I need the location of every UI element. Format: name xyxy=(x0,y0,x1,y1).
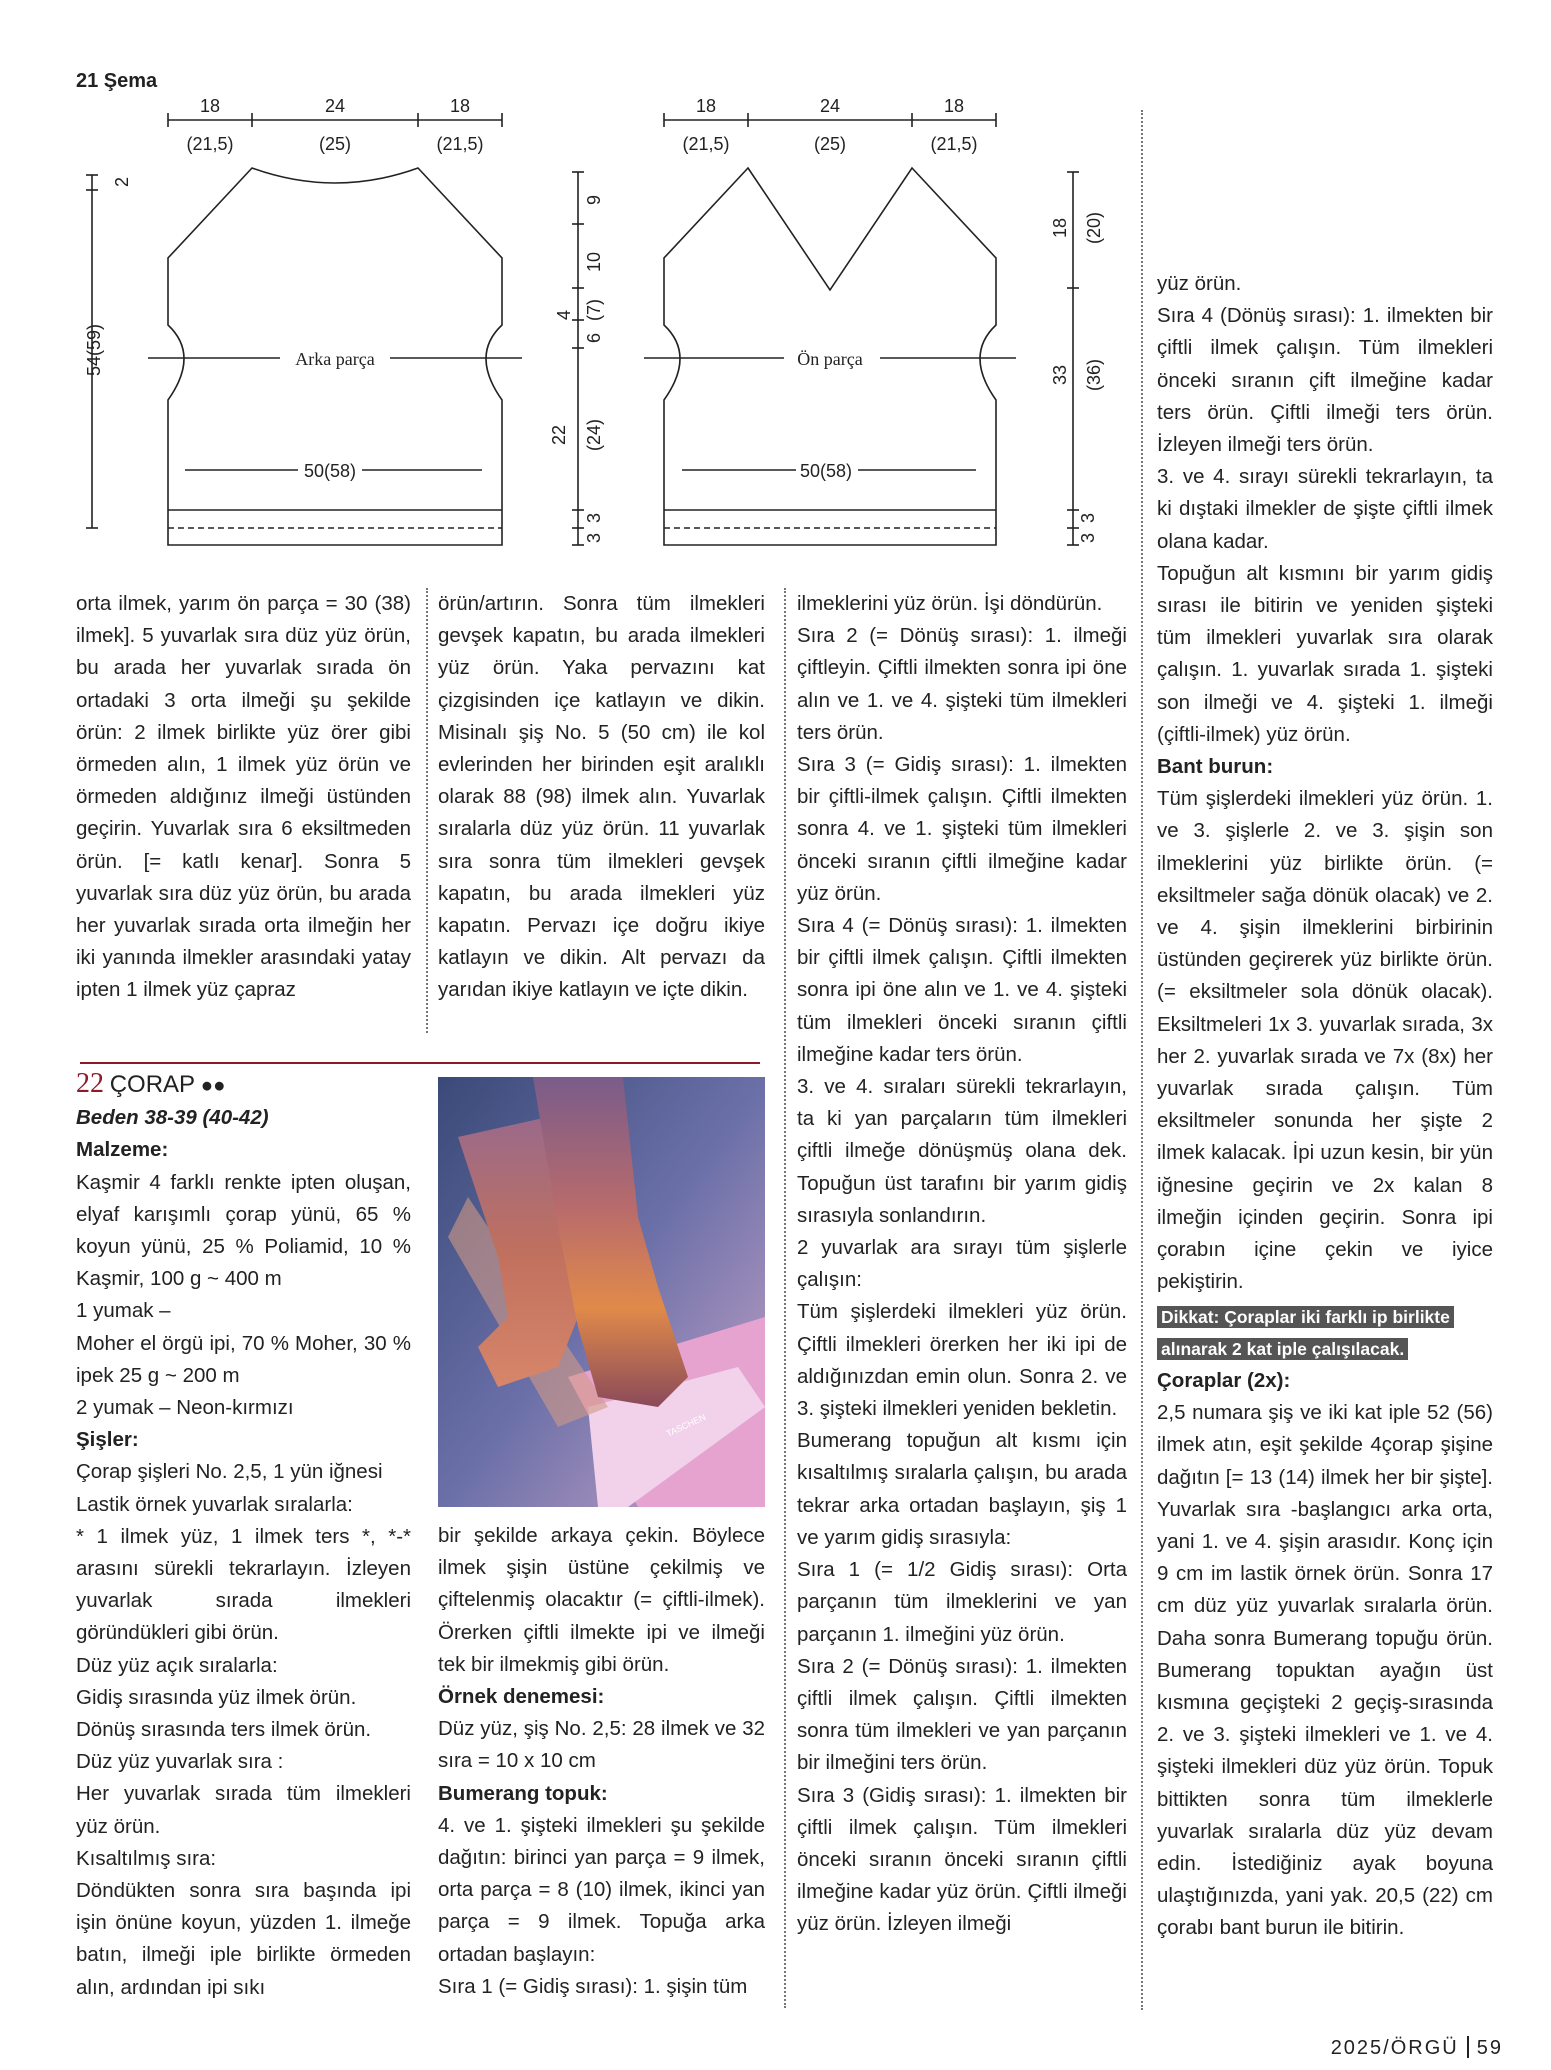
front-width-1: 18 xyxy=(695,96,717,116)
kisalt-text: Döndükten sonra sıra başında ipi işin önüne koyun, yüzden 1. ilmeğe batın, ilmeği iple birlikte örmeden alın, ardından ipi sıkı xyxy=(76,1879,411,1999)
page-number: 59 xyxy=(1476,2037,1503,2059)
back-shoulder-drop: 2 xyxy=(112,176,132,188)
lastik-heading: Lastik örnek yuvarlak sıralarla: xyxy=(76,1492,353,1516)
malzeme-text: 1 yumak – xyxy=(76,1299,171,1323)
front-dim-3b: 3 xyxy=(1078,532,1098,544)
duz-yuv-text: Her yuvarlak sırada tüm ilmekleri yüz örün. xyxy=(76,1782,411,1838)
mid-dim-24: (24) xyxy=(584,418,604,452)
front-label: Ön parça xyxy=(797,349,863,369)
malzeme-heading: Malzeme: xyxy=(76,1138,169,1162)
mid-dim-22: 22 xyxy=(549,424,569,446)
bumerang-heading: Bumerang topuk: xyxy=(438,1781,608,1805)
coraplar-heading: Çoraplar (2x): xyxy=(1157,1368,1291,1392)
lastik-text: * 1 ilmek yüz, 1 ilmek ters *, *-* arasını sürekli tekrarlayın. İzleyen yuvarlak sırada ilmekleri göründükleri gibi örün. xyxy=(76,1524,411,1645)
warning-line xyxy=(1157,1301,1493,1333)
front-dim-20: (20) xyxy=(1084,211,1104,245)
mid-dim-3b: 3 xyxy=(584,532,604,544)
bant-text: Tüm şişlerdeki ilmekleri yüz örün. 1. ve 3. şişlerle 2. ve 3. şişin son ilmeklerini yüz birlikte örün. (= eksiltmeler sağa dönük olacak) ve 2. ve 4. şişin ilmeklerini birbirinin üstünden geçirerek yüz birlikte örün. (= eksiltmeler sola dönük olacak). Eksiltmeleri 1x 3. yuvarlak sırada, 3x her 2. yuvarlak sırada ve 7x (8x) her yuvarlak sırada çalışın. Tüm eksiltmeler sonunda her şişte 2 ilmek kalacak. İpi uzun kesin, bir yün iğnesine geçirin ve 2x kalan 8 ilmeğin içinden geçirin. Sonra ipi çorabın içine çekin ve iyice pekiştirin. xyxy=(1157,787,1493,1294)
front-width-label: 50(58) xyxy=(799,461,853,481)
mid-dim-10: 10 xyxy=(584,251,604,273)
mid-dim-6: 6 xyxy=(584,332,604,344)
back-width-alt-1: (21,5) xyxy=(186,134,234,154)
column-2 xyxy=(438,588,765,1007)
warning-box: alınarak 2 kat iple çalışılacak. xyxy=(1157,1338,1408,1360)
col3-paragraph: 2 yuvarlak ara sırayı tüm şişlerle çalışın: xyxy=(797,1236,1127,1292)
bumerang-text: 4. ve 1. şişteki ilmekleri şu şekilde dağıtın: birinci yan parça = 9 ilmek, orta parça = 8 (10) ilmek, ikinci yan parça = 9 ilmek. Topuğa arka ortadan başlayın: xyxy=(438,1813,765,1966)
front-dim-18: 18 xyxy=(1050,217,1070,239)
back-width-2: 24 xyxy=(324,96,346,116)
back-width-3: 18 xyxy=(449,96,471,116)
column-divider xyxy=(784,588,786,2008)
col3-paragraph: Tüm şişlerdeki ilmekleri yüz örün. Çiftli ilmekleri örerken her iki ipi de aldığınızdan emin olun. Sonra 2. ve 3. şişteki ilmekleri yeniden bekletin. xyxy=(797,1300,1127,1421)
front-dim-33: 33 xyxy=(1050,364,1070,386)
socks-photo xyxy=(438,1077,765,1507)
column-4 xyxy=(1157,268,1493,1945)
col3-paragraph: Bumerang topuğun alt kısmı için kısaltılmış sıralarla çalışın, bu arada tekrar arka ortadan başlayın, şiş 1 ve yarım gidiş sırasıyla: xyxy=(797,1429,1127,1549)
section-title: ÇORAP xyxy=(109,1071,196,1098)
bant-heading: Bant burun: xyxy=(1157,755,1274,779)
ornek-heading: Örnek denemesi: xyxy=(438,1685,605,1709)
bumerang-text: Sıra 1 (= Gidiş sırası): 1. şişin tüm xyxy=(438,1974,748,1998)
col3-paragraph: Sıra 2 (= Dönüş sırası): 1. ilmekten çiftli ilmek çalışın. Çiftli ilmekten sonra tüm ilmekleri ve yan parçanın bir ilmeğini ters örün. xyxy=(797,1654,1127,1775)
warning-box: Dikkat: Çoraplar iki farklı ip birlikte xyxy=(1157,1306,1454,1328)
col4-paragraph: yüz örün. xyxy=(1157,272,1242,295)
mid-dim-4: 4 xyxy=(554,309,574,321)
warning-line xyxy=(1157,1333,1493,1365)
back-width-1: 18 xyxy=(199,96,221,116)
size-line: Beden 38-39 (40-42) xyxy=(76,1106,269,1130)
front-width-3: 18 xyxy=(943,96,965,116)
back-label: Arka parça xyxy=(295,349,375,369)
column-1 xyxy=(76,588,411,1007)
malzeme-text: Kaşmir 4 farklı renkte ipten oluşan, elyaf karışımlı çorap yünü, 65 % koyun yünü, 25 % Poliamid, 10 % Kaşmir, 100 g ~ 400 m xyxy=(76,1170,411,1291)
sisler-heading: Şişler: xyxy=(76,1428,139,1452)
column-divider xyxy=(426,588,428,1033)
col3-paragraph: Sıra 3 (Gidiş sırası): 1. ilmekten bir çiftli ilmek çalışın. Tüm ilmekleri önceki sıranın önceki sıranın çiftli ilmeğine kadar yüz örün. Çiftli ilmeği yüz örün. İzleyen ilmeği xyxy=(797,1783,1127,1936)
front-width-alt-1: (21,5) xyxy=(682,134,730,154)
duz-acik-text: Dönüş sırasında ters ilmek örün. xyxy=(76,1718,372,1742)
duz-yuv-heading: Düz yüz yuvarlak sıra : xyxy=(76,1750,284,1774)
ornek-text: Düz yüz, şiş No. 2,5: 28 ilmek ve 32 sıra = 10 x 10 cm xyxy=(438,1717,765,1773)
footer-divider xyxy=(1467,2036,1469,2058)
col4-paragraph: 3. ve 4. sırayı sürekli tekrarlayın, ta ki dıştaki ilmekler de şişte çiftli ilmek olana kadar. xyxy=(1157,465,1493,553)
column-1-section xyxy=(76,1068,411,2004)
magazine-name: 2025/ÖRGÜ xyxy=(1330,2037,1459,2059)
duz-acik-heading: Düz yüz açık sıralarla: xyxy=(76,1653,278,1677)
mid-dim-7: (7) xyxy=(584,299,604,321)
section-number: 22 xyxy=(76,1068,104,1099)
kisalt-heading: Kısaltılmış sıra: xyxy=(76,1846,217,1870)
difficulty-dots: ●● xyxy=(200,1074,226,1097)
front-width-alt-3: (21,5) xyxy=(930,134,978,154)
col3-paragraph: Sıra 2 (= Dönüş sırası): 1. ilmeği çiftleyin. Çiftli ilmekten sonra ipi öne alın ve 1. ve 4. şişteki tüm ilmekleri ters örün. xyxy=(797,624,1127,744)
back-width-label: 50(58) xyxy=(303,461,357,481)
mid-dim-9: 9 xyxy=(584,194,604,206)
col3-paragraph: Sıra 3 (= Gidiş sırası): 1. ilmekten bir çiftli-ilmek çalışın. Çiftli ilmekten sonra 4. ve 1. şişteki tüm ilmekleri önceki sıranın çiftli ilmeğine kadar yüz örün. xyxy=(797,753,1127,905)
back-width-alt-3: (21,5) xyxy=(436,134,484,154)
back-total-height: 54(59) xyxy=(84,323,104,377)
col3-paragraph: 3. ve 4. sıraları sürekli tekrarlayın, ta ki yan parçaların tüm ilmekleri çiftli ilmeğe dönüşmüş olana dek. Topuğun üst tarafını bir yarım gidiş sırasıyla sonlandırın. xyxy=(797,1075,1127,1227)
col2-paragraph: bir şekilde arkaya çekin. Böylece ilmek şişin üstüne çekilmiş ve çiftelenmiş olacaktır (= çiftli-ilmek). Örerken çiftli ilmekte ipi ve ilmeği tek bir ilmekmiş gibi örün. xyxy=(438,1524,765,1676)
section-heading xyxy=(76,1068,411,1102)
col4-paragraph: Sıra 4 (Dönüş sırası): 1. ilmekten bir çiftli ilmek çalışın. Tüm ilmekleri önceki sıranın çift ilmeğine kadar ters örün. Çiftli ilmeği ters örün. İzleyen ilmeği ters örün. xyxy=(1157,304,1493,457)
back-width-alt-2: (25) xyxy=(318,134,352,154)
sisler-text: Çorap şişleri No. 2,5, 1 yün iğnesi xyxy=(76,1460,383,1484)
column-3 xyxy=(797,588,1127,1941)
malzeme-text: Moher el örgü ipi, 70 % Moher, 30 % ipek 25 g ~ 200 m xyxy=(76,1331,411,1387)
coraplar-text: 2,5 numara şiş ve iki kat iple 52 (56) ilmek atın, eşit şekilde 4çorap şişine dağıtın [= 13 (14) ilmek her bir şişte]. Yuvarlak sıra -başlangıcı arka orta, yani 1. ve 4. şişin arasıdır. Konç için 9 cm im lastik örnek örün. Sonra 17 cm düz yüz yuvarlak sıralarla örün. Daha sonra Bumerang topuğu örün. Bumerang topuktan ayağın üst kısmına geçişteki 2 geçiş-sırasında 2. ve 3. şişteki ilmekleri ve 1. ve 4. şişteki ilmekleri düz yüz örün. Topuk bittikten sonra tüm ilmeklerle yuvarlak sıralarla düz yüz devam edin. İstediğiniz ayak boyuna ulaştığınızda, yani yak. 20,5 (22) cm çorabı bant burun ile bitirin. xyxy=(1157,1401,1493,1940)
front-width-alt-2: (25) xyxy=(813,134,847,154)
col2-paragraph: örün/artırın. Sonra tüm ilmekleri gevşek kapatın, bu arada ilmekleri yüz örün. Yaka pervazını kat çizgisinden içe katlayın ve dikin. Misinalı şiş No. 5 (50 cm) ile kol evlerinden her birinden eşit aralıklı olarak 88 (98) ilmek alın. Yuvarlak sıralarla düz yüz örün. 11 yuvarlak sıra sonra tüm ilmekleri gevşek kapatın, bu arada ilmekleri yüz kapatın. Pervazı içe doğru ikiye katlayın ve dikin. Alt pervazı da yarıdan ikiye katlayın ve içte dikin. xyxy=(438,592,765,1002)
front-dim-3a: 3 xyxy=(1078,512,1098,524)
mid-dim-3a: 3 xyxy=(584,512,604,524)
duz-acik-text: Gidiş sırasında yüz ilmek örün. xyxy=(76,1685,357,1709)
col3-paragraph: ilmeklerini yüz örün. İşi döndürün. xyxy=(797,592,1103,615)
front-dim-36: (36) xyxy=(1084,358,1104,392)
col3-paragraph: Sıra 4 (= Dönüş sırası): 1. ilmekten bir çiftli ilmek çalışın. Çiftli ilmekten sonra ipi öne alın ve 1. ve 4. şişteki tüm ilmekleri önceki sıranın çiftli ilmeğine kadar ters örün. xyxy=(797,914,1127,1066)
col4-paragraph: Topuğun alt kısmını bir yarım gidiş sırası ile bitirin ve yeniden şişteki tüm ilmekleri yuvarlak sıra olarak çalışın. 1. yuvarlak sırada 1. şişteki son ilmeği ve 4. şişteki 1. ilmeği (çiftli-ilmek) yüz örün. xyxy=(1157,561,1493,746)
section-rule xyxy=(80,1062,760,1064)
malzeme-text: 2 yumak – Neon-kırmızı xyxy=(76,1396,294,1420)
front-width-2: 24 xyxy=(819,96,841,116)
photo-book-label: TASCHEN xyxy=(664,1411,708,1439)
column-divider xyxy=(1141,110,1143,2010)
column-2-lower xyxy=(438,1520,765,2003)
page-footer xyxy=(1331,2036,1503,2060)
col1-paragraph: orta ilmek, yarım ön parça = 30 (38) ilmek]. 5 yuvarlak sıra düz yüz örün, bu arada her yuvarlak sırada ön ortadaki 3 orta ilmeği şu şekilde örün: 2 ilmek birlikte yüz örer gibi örmeden alın, 1 ilmek yüz örün ve örmeden aldığınız ilmeği üstünden geçirin. Yuvarlak sıra 6 eksiltmeden örün. [= katlı kenar]. Sonra 5 yuvarlak sıra düz yüz örün, bu arada her yuvarlak sırada orta ilmeğin her iki yanında ilmekler arasındaki yatay ipten 1 ilmek yüz çapraz xyxy=(76,592,411,1002)
col3-paragraph: Sıra 1 (= 1/2 Gidiş sırası): Orta parçanın tüm ilmeklerini ve yan parçanın 1. ilmeğini yüz örün. xyxy=(797,1558,1127,1646)
schema-title: 21 Şema xyxy=(76,70,158,92)
